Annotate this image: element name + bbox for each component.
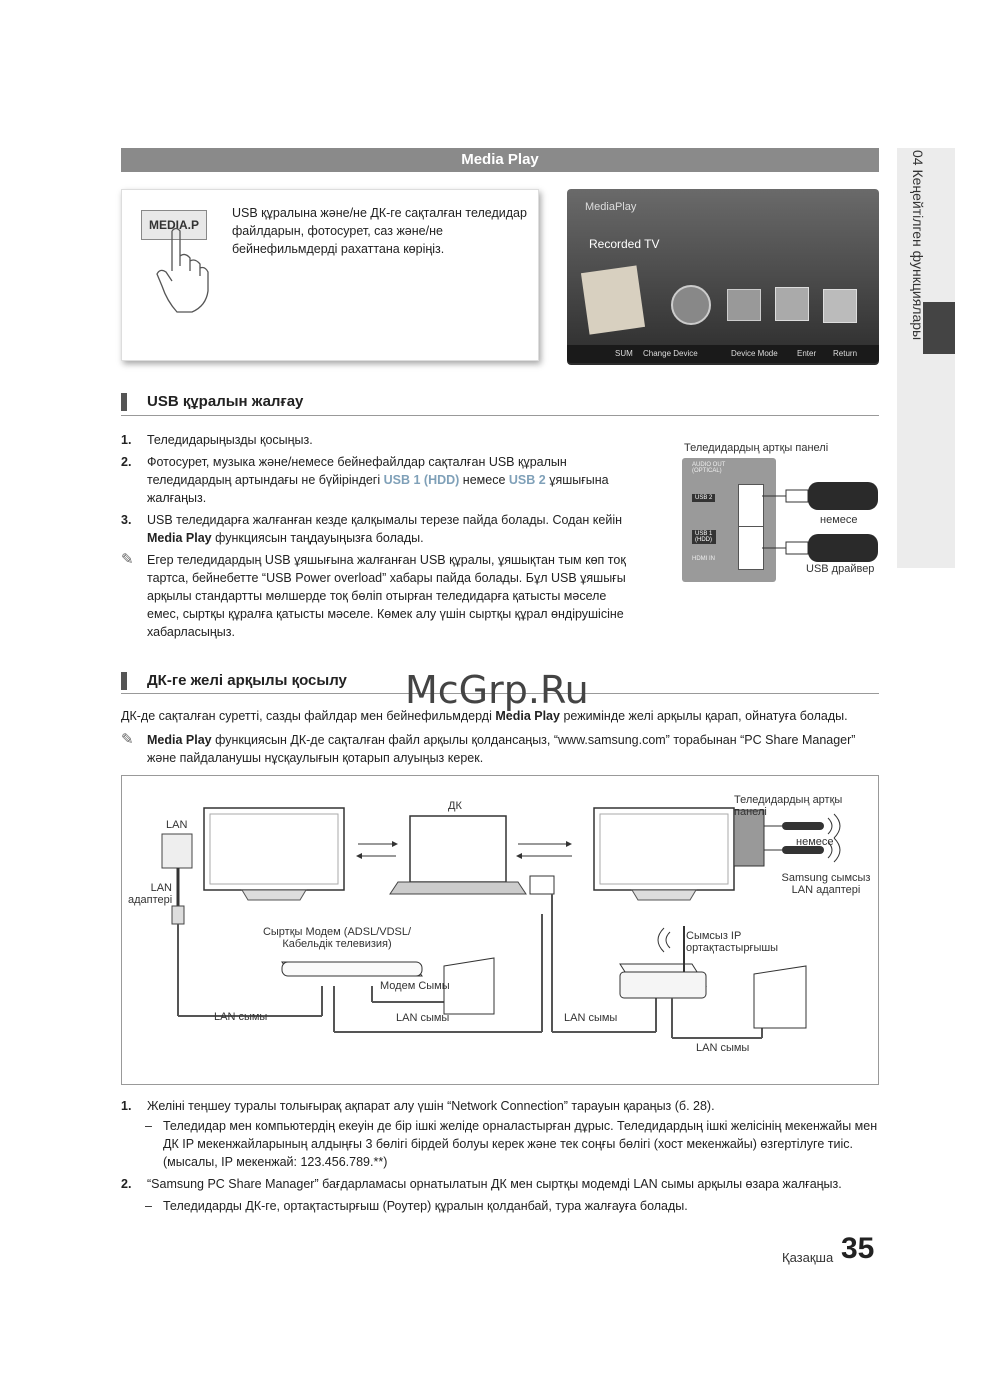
lan-cable-label-2: LAN сымы [396, 1012, 450, 1024]
music-icon [727, 289, 761, 321]
chapter-tab [897, 148, 955, 568]
usb-port-2-label: USB 2 [508, 473, 546, 487]
usb-note [121, 551, 641, 641]
net-step-1 [121, 1097, 879, 1115]
wireless-adapter-label: Samsung сымсыз LAN адаптері [781, 872, 871, 896]
chapter-marker [923, 302, 955, 354]
net-step-1-sub-text: Теледидар мен компьютердің екеуін де бір ішкі желіде орналастырған дұрыс. Теледидардың ішкі желісінің мекенжайы мен ДК IP мекенжайларының алдыңғы 3 бөлігі бірдей болуы керек және тек соңғы бөлігі (хост мекенжайы) өзгертілуге тиіс. (мысалы, IP мекенжай: 123.456.789.**) [163, 1119, 878, 1169]
network-diagram [121, 775, 879, 1085]
bar-sum: SUM [615, 349, 633, 358]
net-step-1-sub [121, 1117, 879, 1171]
port-audio-label: AUDIO OUT (OPTICAL) [692, 462, 726, 474]
setup-icon [823, 289, 857, 323]
router-label: Сымсыз IP ортақтастырғышы [686, 930, 779, 954]
usb-step-1-text: Теледидарыңызды қосыңыз. [147, 433, 313, 447]
network-steps [121, 1097, 879, 1215]
usb-driver-label: USB драйвер [806, 563, 875, 575]
bar-enter: Enter [797, 349, 817, 358]
port-usb2-label: USB 2 [692, 494, 715, 502]
usb-heading-marker [121, 393, 127, 411]
net-step-2-text: “Samsung PC Share Manager” бағдарламасы орнатылатын ДК мен сыртқы модемді LAN сымы арқылы өзара жалғаңыз. [147, 1177, 842, 1191]
lan-cable-label-1: LAN сымы [214, 1011, 268, 1023]
lan-cable-label-3: LAN сымы [564, 1012, 618, 1024]
usb-step-3-text-b: функциясын таңдауыңызға болады. [211, 531, 424, 545]
pc-intro-bold: Media Play [495, 709, 560, 723]
pc-note-bold: Media Play [147, 733, 212, 747]
usb-step-2-num: 2. [121, 455, 132, 469]
hand-press-icon [152, 226, 222, 316]
usb-heading-rule [121, 415, 879, 416]
page-number: 35 [841, 1232, 875, 1265]
usb-step-1-num: 1. [121, 433, 132, 447]
mp-bottom-bar [567, 345, 879, 363]
or-label: немесе [796, 836, 834, 848]
pc-heading-marker [121, 672, 127, 690]
usb-step-3-num: 3. [121, 513, 132, 527]
net-step-2 [121, 1175, 879, 1193]
usb-panel-label: Теледидардың артқы панелі [684, 442, 829, 454]
pc-note-text: функциясын ДК-де сақталған файл арқылы қолдансаңыз, “www.samsung.com” торабынан “PC Share Manager” және пайдаланушы нұсқаулығын қотарып алуыңыз керек. [147, 733, 856, 765]
intro-text: USB құралына және/не ДК-ге сақталған теледидар файлдарын, фотосурет, саз және/не бейнефильмдерді рахаттана көріңіз. [232, 206, 527, 256]
usb-step-1 [121, 431, 641, 449]
bar-return: Return [833, 349, 858, 358]
note-pencil-icon: ✎ [121, 551, 134, 568]
pc-intro-b: режимінде желі арқылы қарап, ойнатуға болады. [559, 709, 848, 723]
usb-step-2-text-c: ұяшығына жалғаңыз. [147, 473, 609, 505]
usb-step-3-bold: Media Play [147, 531, 212, 545]
usb-note-text: Егер теледидардың USB ұяшығына жалғанған USB құралы, ұяшықтан тым көп тоқ тартса, бейнебетте “USB Power overload” хабары пайда болады. Бұл USB ұяшығы арқылы стандартты мөлшерде тоқ бөліп отырған теледидарға қатысты мәселе емес, сыртқы құралға қатысты мәселе. Көмек алу үшін сыртқы құрал өндірушісіне хабарласыңыз. [147, 553, 626, 639]
modem-label: Сыртқы Модем (ADSL/VDSL/Кабельдік телевизия) [262, 926, 412, 950]
net-step-2-sub-text: Теледидарды ДК-ге, ортақтастырғыш (Роутер) құралын қолданбай, тура жалғауға болады. [163, 1199, 688, 1213]
usb-step-2-text-a: Фотосурет, музыка және/немесе бейнефайлдар сақталған USB құралын теледидардың артындағы не бүйіріндегі [147, 455, 567, 487]
dash-1: – [145, 1119, 152, 1133]
pc-note [121, 731, 879, 767]
usb-step-2 [121, 453, 641, 507]
media-p-button: MEDIA.P [141, 210, 207, 240]
port-usb1-label: USB 1 (HDD) [692, 530, 716, 544]
usb-port-1-label: USB 1 (HDD) [383, 473, 460, 487]
lan-label: LAN [166, 819, 188, 831]
modem-cable-label: Модем Сымы [380, 980, 450, 992]
bar-change-device: Change Device [643, 349, 698, 358]
pc-heading: ДК-ге желі арқылы қосылу [147, 672, 347, 689]
section-title-bar: Media Play [121, 148, 879, 172]
video-reel-icon [671, 285, 711, 325]
mp-recorded-tv: Recorded TV [589, 237, 660, 251]
bar-device-mode: Device Mode [731, 349, 778, 358]
mp-title: MediaPlay [585, 201, 637, 213]
chapter-label: 04 Кеңейтілген функциялары [910, 150, 926, 341]
pc-label: ДК [448, 800, 462, 812]
usb-heading: USB құралын жалғау [147, 393, 304, 410]
usb-or-label: немесе [820, 514, 858, 526]
footer-language: Қазақша [782, 1250, 834, 1265]
pc-note-pencil-icon: ✎ [121, 731, 134, 748]
net-step-2-num: 2. [121, 1177, 132, 1191]
lan-adapter-label: LAN адаптері [128, 882, 173, 906]
recorded-thumb [581, 265, 645, 334]
net-step-1-text: Желіні теңшеу туралы толығырақ ақпарат алу үшін “Network Connection” тарауын қараңыз (б. 28). [147, 1099, 715, 1113]
media-play-screen [567, 189, 879, 365]
port-hdmi-label: HDMI IN [692, 556, 715, 562]
net-step-1-num: 1. [121, 1099, 132, 1113]
rear-panel-label: Теледидардың артқы панелі [734, 794, 843, 818]
watermark: McGrp.Ru [405, 668, 589, 712]
usb-step-3 [121, 511, 641, 547]
photo-icon [775, 287, 809, 321]
usb-steps [121, 431, 641, 641]
dash-2: – [145, 1199, 152, 1213]
pc-intro-a: ДК-де сақталған суретті, сазды файлдар мен бейнефильмдерді [121, 709, 496, 723]
usb-step-3-text-a: USB теледидарға жалғанған кезде қалқымалы терезе пайда болады. Содан кейін [147, 513, 623, 527]
usb-step-2-text-b: немесе [459, 473, 509, 487]
net-step-2-sub [121, 1197, 879, 1215]
lan-cable-label-4: LAN сымы [696, 1042, 750, 1054]
